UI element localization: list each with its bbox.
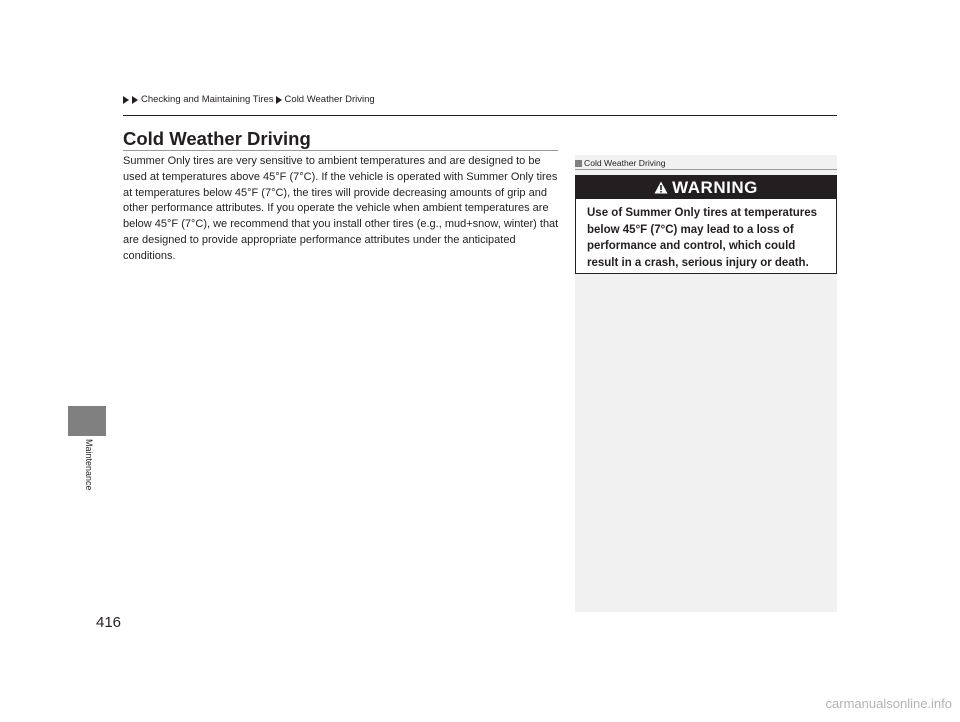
section-tab-marker — [68, 406, 106, 436]
warning-text: Use of Summer Only tires at temperatures below 45°F (7°C) may lead to a loss of performance and control, which could result in a crash, serious injury or death. — [587, 207, 818, 269]
breadcrumb-arrow-icon — [132, 96, 138, 104]
warning-triangle-icon — [654, 181, 668, 194]
note-marker-icon — [575, 160, 582, 167]
side-note-heading-text: Cold Weather Driving — [584, 158, 666, 168]
side-note-heading — [575, 158, 666, 168]
section-label: Maintenance — [84, 439, 94, 491]
footer-watermark: carmanualsonline.info — [825, 696, 952, 711]
header-divider — [123, 115, 837, 116]
breadcrumb-arrow-icon — [276, 96, 282, 104]
breadcrumb-item-cold-weather[interactable]: Cold Weather Driving — [284, 94, 375, 105]
breadcrumb — [123, 94, 375, 105]
page-title: Cold Weather Driving — [123, 128, 311, 149]
breadcrumb-arrow-icon — [123, 96, 129, 104]
side-note-divider — [575, 169, 837, 170]
breadcrumb-item-tires[interactable]: Checking and Maintaining Tires — [141, 94, 274, 105]
title-divider — [123, 150, 558, 151]
warning-box — [575, 175, 837, 274]
body-paragraph: Summer Only tires are very sensitive to ambient temperatures and are designed to be used at temperatures above 45°F (7°C). If the vehicle is operated with Summer Only tires at temperatures below 45°F (7°C), the tires will provide decreasing amounts of grip and other performance attributes. If you operate the vehicle when ambient temperatures are below 45°F (7°C), we recommend that you install other tires (e.g., mud+snow, winter) that are designed to provide appropriate performance attributes under the anticipated conditions. — [123, 155, 559, 262]
warning-label: WARNING — [672, 177, 758, 197]
warning-header — [576, 176, 836, 199]
page-number: 416 — [96, 614, 122, 631]
